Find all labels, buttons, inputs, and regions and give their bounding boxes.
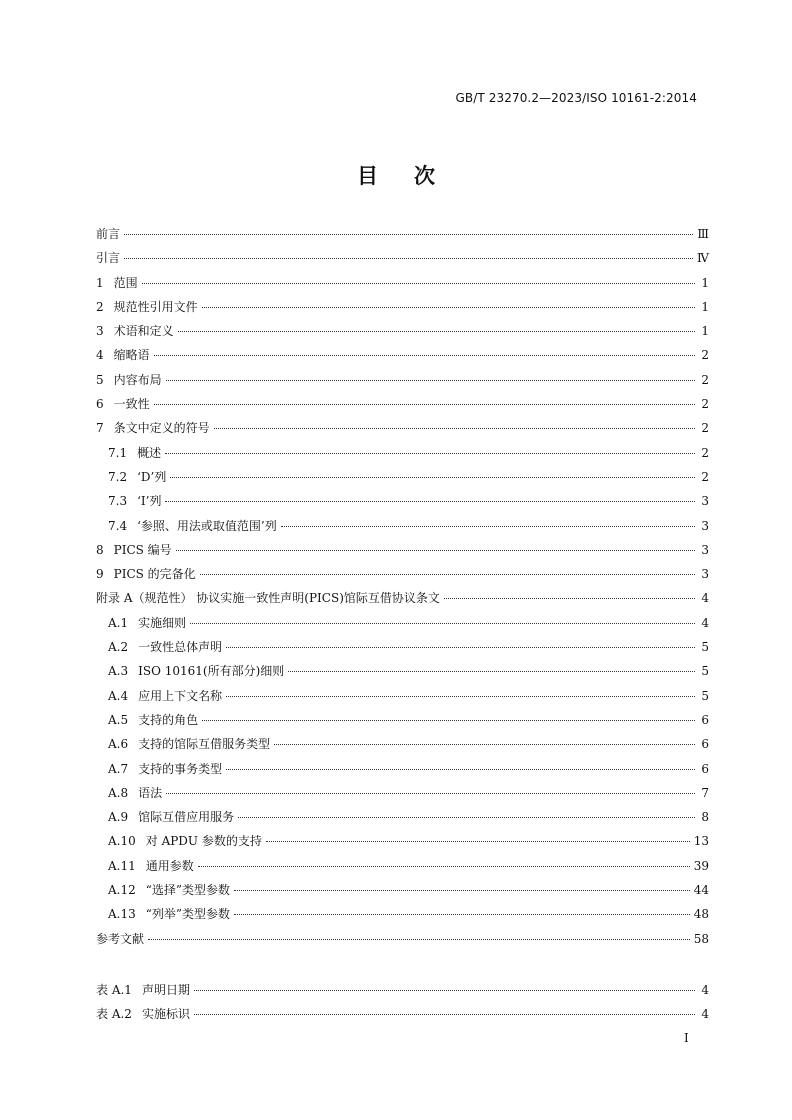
toc-entry[interactable]	[96, 225, 709, 249]
toc-entry[interactable]	[96, 468, 709, 492]
toc-entry[interactable]	[96, 419, 709, 443]
toc-entry-number: 5	[96, 372, 104, 387]
toc-entry-page: 44	[693, 883, 709, 898]
dot-leader	[226, 696, 695, 697]
toc-entry-label: 条文中定义的符号	[113, 421, 210, 436]
toc-entry-label: 附录 A（规范性） 协议实施一致性声明(PICS)馆际互借协议条文	[96, 591, 440, 606]
toc-entry-number: A.9	[108, 810, 129, 825]
table-list-entry-label: 实施标识	[141, 1007, 190, 1022]
toc-entry[interactable]	[96, 371, 709, 395]
toc-entry-page: 39	[693, 858, 709, 873]
toc-entry-page: 3	[701, 518, 709, 533]
toc-entry-page: 2	[701, 445, 709, 460]
toc-entry-page: 1	[701, 275, 709, 290]
toc-entry-page: 7	[701, 785, 709, 800]
toc-entry-label: ‘参照、用法或取值范围’列	[137, 518, 277, 533]
dot-leader	[154, 355, 695, 356]
dot-leader	[142, 283, 695, 284]
dot-leader	[226, 647, 695, 648]
toc-entry-page: 2	[701, 397, 709, 412]
toc-entry-page: 4	[701, 615, 709, 630]
dot-leader	[166, 380, 695, 381]
toc-entry-label: ISO 10161(所有部分)细则	[138, 664, 285, 679]
toc-entry[interactable]	[96, 905, 709, 929]
toc-entry-page: 6	[701, 761, 709, 776]
dot-leader	[154, 404, 695, 405]
toc-entry[interactable]	[96, 711, 709, 735]
toc-entry-page: 3	[701, 542, 709, 557]
toc-entry-number: A.2	[108, 640, 129, 655]
toc-entry[interactable]	[96, 274, 709, 298]
toc-entry-page: 3	[701, 567, 709, 582]
toc-entry-label: 实施细则	[138, 615, 187, 630]
toc-entry-label: 范围	[113, 275, 138, 290]
toc-entry-number: A.12	[108, 883, 136, 898]
toc-entry-number: A.7	[108, 761, 129, 776]
toc-entry-page: 8	[701, 810, 709, 825]
toc-entry[interactable]	[96, 662, 709, 686]
toc-entry-page: 13	[693, 834, 709, 849]
dot-leader	[238, 817, 695, 818]
toc-entry[interactable]	[96, 492, 709, 516]
toc-entry-label: 一致性	[113, 397, 150, 412]
dot-leader	[190, 623, 695, 624]
toc-entry-page: 4	[701, 591, 709, 606]
table-list-entry[interactable]	[96, 981, 709, 1005]
toc-entry-number: 4	[96, 348, 104, 363]
toc-entry[interactable]	[96, 541, 709, 565]
dot-leader	[266, 841, 690, 842]
toc-entry-number: A.4	[108, 688, 129, 703]
toc-entry[interactable]	[96, 687, 709, 711]
list-of-tables	[96, 981, 709, 1030]
dot-leader	[166, 793, 695, 794]
dot-leader	[281, 526, 695, 527]
standard-code: GB/T 23270.2—2023/ISO 10161-2:2014	[455, 91, 697, 105]
table-list-entry-number: 表 A.1	[96, 983, 132, 997]
toc-entry-page: 48	[693, 907, 709, 922]
toc-entry-number: A.6	[108, 737, 129, 752]
toc-entry-number: 3	[96, 324, 104, 339]
toc-entry-number: A.13	[108, 907, 136, 922]
toc-entry-page: 5	[701, 640, 709, 655]
toc-entry[interactable]	[96, 346, 709, 370]
toc-entry[interactable]	[96, 322, 709, 346]
toc-entry-label: 缩略语	[113, 348, 150, 363]
toc-entry-label: 内容布局	[113, 372, 162, 387]
toc-entry-number: A.3	[108, 664, 129, 679]
toc-entry[interactable]	[96, 249, 709, 273]
toc-entry-page: 2	[701, 469, 709, 484]
toc-entry-number: 9	[96, 567, 104, 582]
toc-entry-label: 对 APDU 参数的支持	[145, 834, 262, 849]
dot-leader	[124, 234, 693, 235]
toc-entry-page: 5	[701, 688, 709, 703]
toc-entry[interactable]	[96, 517, 709, 541]
dot-leader	[444, 598, 695, 599]
table-of-contents	[96, 225, 709, 954]
toc-entry[interactable]	[96, 832, 709, 856]
toc-entry-number: 8	[96, 542, 104, 557]
table-list-entry[interactable]	[96, 1005, 709, 1029]
toc-entry-label: 支持的事务类型	[138, 761, 223, 776]
toc-entry[interactable]	[96, 565, 709, 589]
toc-entry-number: A.8	[108, 785, 129, 800]
toc-entry-label: 规范性引用文件	[113, 299, 198, 314]
dot-leader	[234, 914, 690, 915]
toc-entry-page: 3	[701, 494, 709, 509]
toc-entry-label: PICS 编号	[113, 542, 172, 557]
toc-entry-label: 语法	[138, 785, 163, 800]
dot-leader	[200, 574, 695, 575]
toc-entry[interactable]	[96, 735, 709, 759]
dot-leader	[165, 453, 695, 454]
dot-leader	[274, 744, 695, 745]
toc-entry-label: 一致性总体声明	[138, 640, 223, 655]
dot-leader	[234, 890, 690, 891]
toc-entry[interactable]	[96, 930, 709, 954]
toc-entry[interactable]	[96, 881, 709, 905]
table-list-entry-page: 4	[701, 983, 709, 997]
toc-entry[interactable]	[96, 784, 709, 808]
dot-leader	[202, 720, 695, 721]
page-title-char-1: 目	[357, 164, 378, 188]
toc-entry-number: A.11	[108, 858, 136, 873]
toc-entry-number: 7.1	[108, 445, 128, 460]
dot-leader	[178, 331, 695, 332]
dot-leader	[198, 866, 690, 867]
toc-entry-page: 1	[701, 324, 709, 339]
toc-entry-page: 6	[701, 712, 709, 727]
toc-entry-label: 参考文献	[96, 931, 145, 946]
toc-entry[interactable]	[96, 760, 709, 784]
toc-entry-page: Ⅲ	[697, 227, 709, 241]
dot-leader	[165, 501, 695, 502]
toc-entry-label: ‘D’列	[137, 469, 167, 484]
toc-entry[interactable]	[96, 395, 709, 419]
table-list-entry-number: 表 A.2	[96, 1007, 132, 1022]
dot-leader	[226, 769, 695, 770]
toc-entry-label: “选择”类型参数	[145, 883, 231, 898]
toc-entry-label: 支持的角色	[138, 712, 199, 727]
table-list-entry-label: 声明日期	[141, 983, 190, 997]
toc-entry-page: 5	[701, 664, 709, 679]
toc-entry-number: A.1	[108, 615, 129, 630]
toc-entry-label: 术语和定义	[113, 324, 174, 339]
dot-leader	[170, 477, 695, 478]
dot-leader	[148, 939, 690, 940]
toc-entry-number: 1	[96, 275, 104, 290]
toc-entry-number: 6	[96, 397, 104, 412]
toc-entry-label: 前言	[96, 227, 121, 241]
toc-entry-label: 引言	[96, 251, 121, 266]
toc-entry[interactable]	[96, 589, 709, 613]
toc-entry-page: 2	[701, 372, 709, 387]
toc-entry[interactable]	[96, 808, 709, 832]
dot-leader	[124, 258, 693, 259]
toc-entry-page: Ⅳ	[697, 251, 709, 266]
toc-entry[interactable]	[96, 638, 709, 662]
toc-entry-label: “列举”类型参数	[145, 907, 231, 922]
toc-entry-page: 2	[701, 421, 709, 436]
toc-entry[interactable]	[96, 444, 709, 468]
toc-entry-number: 7.3	[108, 494, 128, 509]
toc-entry-number: A.5	[108, 712, 129, 727]
toc-entry-number: 7.4	[108, 518, 128, 533]
dot-leader	[202, 307, 695, 308]
toc-entry-label: 应用上下文名称	[138, 688, 223, 703]
toc-entry-label: 馆际互借应用服务	[138, 810, 235, 825]
toc-entry-label: 通用参数	[145, 858, 194, 873]
toc-entry[interactable]	[96, 857, 709, 881]
toc-entry-page: 1	[701, 299, 709, 314]
toc-entry[interactable]	[96, 614, 709, 638]
toc-entry-number: 7.2	[108, 469, 128, 484]
dot-leader	[214, 428, 695, 429]
toc-entry-number: 7	[96, 421, 104, 436]
dot-leader	[194, 1014, 695, 1015]
toc-entry-label: 支持的馆际互借服务类型	[138, 737, 271, 752]
page-title-char-2: 次	[414, 164, 435, 188]
toc-entry-page: 2	[701, 348, 709, 363]
toc-entry-page: 58	[693, 931, 709, 946]
dot-leader	[288, 671, 695, 672]
toc-entry-number: 2	[96, 299, 104, 314]
page-title	[0, 160, 792, 190]
toc-entry-label: ‘I’列	[137, 494, 162, 509]
table-list-entry-page: 4	[701, 1007, 709, 1022]
toc-entry-label: PICS 的完备化	[113, 567, 196, 582]
toc-entry-page: 6	[701, 737, 709, 752]
toc-entry-number: A.10	[108, 834, 136, 849]
page-number: I	[684, 1031, 689, 1045]
dot-leader	[194, 990, 695, 991]
dot-leader	[176, 550, 695, 551]
toc-entry[interactable]	[96, 298, 709, 322]
toc-entry-label: 概述	[137, 445, 162, 460]
